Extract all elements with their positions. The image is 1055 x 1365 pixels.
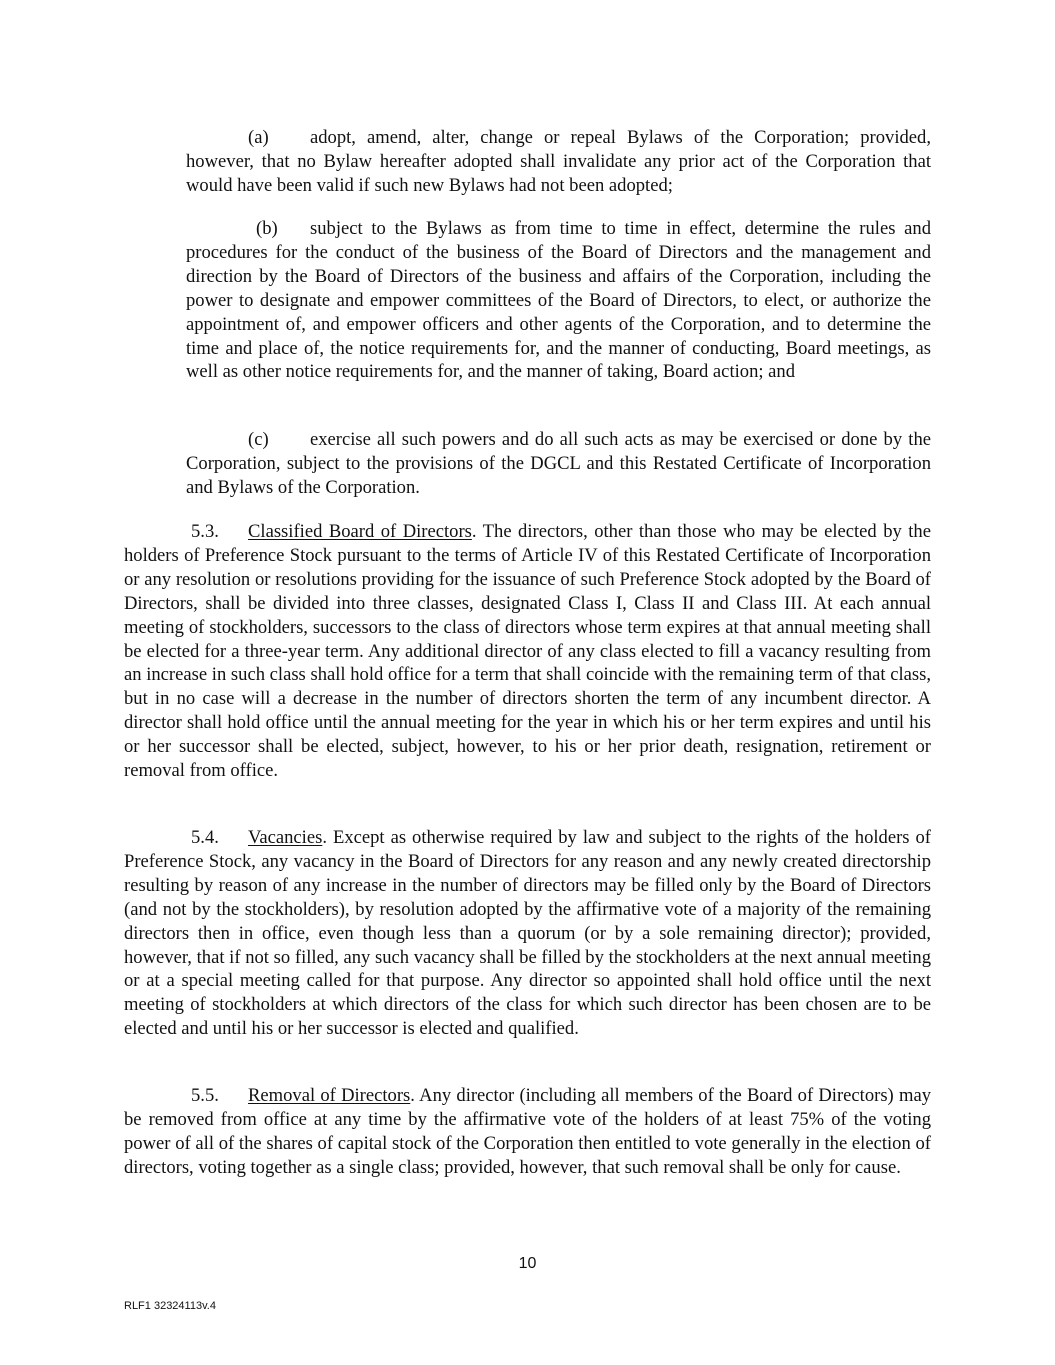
paragraph-c-label: (c)	[248, 429, 269, 450]
section-5-3-number: 5.3.	[191, 521, 219, 542]
paragraph-c-text: exercise all such powers and do all such acts as may be exercised or done by the Corporation, subject to the provisions of the DGCL and this Restated Certificate of Incorporation and Bylaws of the Corporation.	[186, 429, 931, 498]
paragraph-c	[186, 428, 931, 500]
paragraph-a	[186, 126, 931, 198]
page-number: 10	[518, 1255, 537, 1272]
paragraph-b-text: subject to the Bylaws as from time to time in effect, determine the rules and procedures for the conduct of the business of the Board of Directors and the management and direction by the Board of Directors of the business and affairs of the Corporation, including the power to designate and empower committees of the Board of Directors, to elect, or authorize the appointment of, and empower officers and other agents of the Corporation, and to determine the time and place of, the notice requirements for, and the manner of conducting, Board meetings, as well as other notice requirements for, and the manner of taking, Board action; and	[186, 218, 931, 383]
section-5-5-heading: Removal of Directors	[248, 1085, 411, 1106]
section-5-4-number: 5.4.	[191, 827, 219, 848]
document-id: RLF1 32324113v.4	[124, 1300, 216, 1312]
section-5-5-text: . Any director (including all members of the Board of Directors) may be removed from office at any time by the affirmative vote of the holders of at least 75% of the voting power of all of the shares of capital stock of the Corporation then entitled to vote generally in the election of directors, voting together as a single class; provided, however, that such removal shall be only for cause.	[124, 1085, 931, 1178]
section-5-3	[124, 520, 931, 783]
paragraph-a-label: (a)	[248, 127, 269, 148]
section-5-4-heading: Vacancies	[248, 827, 323, 848]
section-5-5	[124, 1084, 931, 1180]
paragraph-b	[186, 217, 931, 384]
section-5-4	[124, 826, 931, 1041]
section-5-5-number: 5.5.	[191, 1085, 219, 1106]
paragraph-b-label: (b)	[256, 218, 278, 239]
section-5-3-heading: Classified Board of Directors	[248, 521, 472, 542]
section-5-4-text: . Except as otherwise required by law and subject to the rights of the holders of Preference Stock, any vacancy in the Board of Directors for any reason and any newly created directorship resulting by reason of any increase in the number of directors may be filled only by the Board of Directors (and not by the stockholders), by resolution adopted by the affirmative vote of a majority of the remaining directors then in office, even though less than a quorum (or by a sole remaining director); provided, however, that if not so filled, any such vacancy shall be filled by the stockholders at the next annual meeting or at a special meeting called for that purpose. Any director so appointed shall hold office until the next meeting of stockholders at which directors of the class for which such director has been chosen are to be elected and until his or her successor is elected and qualified.	[124, 827, 931, 1040]
section-5-3-text: . The directors, other than those who may be elected by the holders of Preference Stock pursuant to the terms of Article IV of this Restated Certificate of Incorporation or any resolution or resolutions providing for the issuance of such Preference Stock adopted by the Board of Directors, shall be divided into three classes, designated Class I, Class II and Class III. At each annual meeting of stockholders, successors to the class of directors whose term expires at that annual meeting shall be elected for a three-year term. Any additional director of any class elected to fill a vacancy resulting from an increase in such class shall hold office for a term that shall coincide with the remaining term of that class, but in no case will a decrease in the number of directors shorten the term of any incumbent director. A director shall hold office until the annual meeting for the year in which his or her term expires and until his or her successor shall be elected, subject, however, to his or her prior death, resignation, retirement or removal from office.	[124, 521, 931, 782]
paragraph-a-text: adopt, amend, alter, change or repeal Bylaws of the Corporation; provided, however, that no Bylaw hereafter adopted shall invalidate any prior act of the Corporation that would have been valid if such new Bylaws had not been adopted;	[186, 127, 931, 196]
